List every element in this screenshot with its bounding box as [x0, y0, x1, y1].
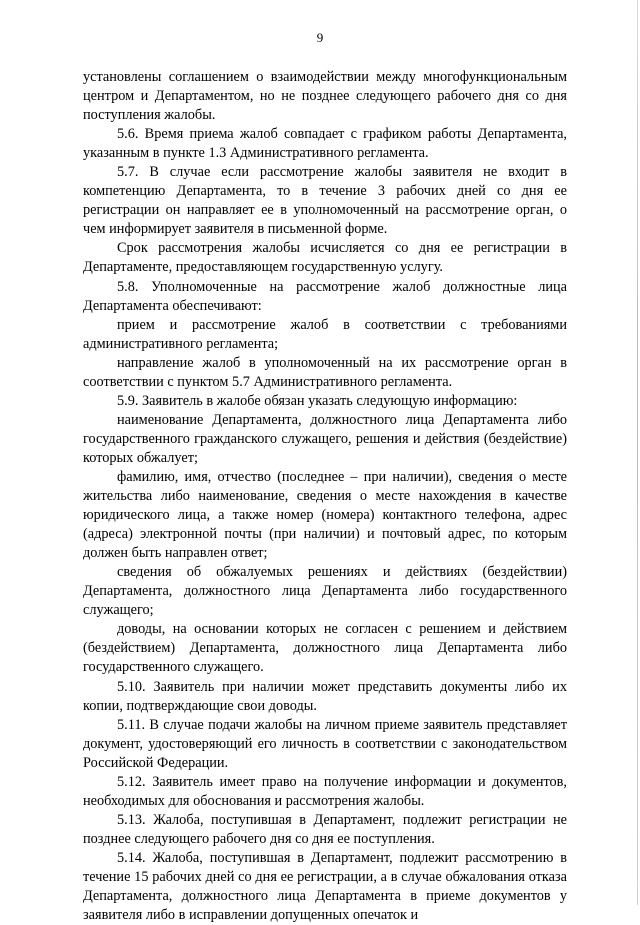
- paragraph-5-14: 5.14. Жалоба, поступившая в Департамент, подлежит рассмотрению в течение 15 рабочих дней со дня ее регистрации, а в случае обжалования отказа Департамента, должностного лица Департамента в приеме документов у заявителя либо в исправлении допущенных опечаток и: [83, 849, 567, 924]
- page-edge-shadow: [637, 0, 638, 905]
- paragraph-5-8-item-1: прием и рассмотрение жалоб в соответствии с требованиями административного регламента;: [83, 316, 567, 352]
- paragraph-5-8-item-2: направление жалоб в уполномоченный на их рассмотрение орган в соответствии с пунктом 5.7 Административного регламента.: [83, 354, 567, 390]
- paragraph-5-6: 5.6. Время приема жалоб совпадает с графиком работы Департамента, указанным в пункте 1.3 Административного регламента.: [83, 126, 567, 162]
- page-number: 9: [316, 30, 324, 45]
- paragraph-5-7: 5.7. В случае если рассмотрение жалобы заявителя не входит в компетенцию Департамента, то в течение 3 рабочих дней со дня ее регистрации он направляет ее в уполномоченный на рассмотрение орган, о чем информирует заявителя в письменной форме.: [83, 164, 567, 238]
- paragraph-5-9-item-3: сведения об обжалуемых решениях и действиях (бездействии) Департамента, должностного лица Департамента либо государственного служащего;: [83, 564, 567, 619]
- paragraph-review-term: Срок рассмотрения жалобы исчисляется со дня ее регистрации в Департаменте, предоставляющем государственную услугу.: [83, 240, 567, 276]
- paragraph-5-11: 5.11. В случае подачи жалобы на личном приеме заявитель представляет документ, удостоверяющий его личность в соответствии с законодательством Российской Федерации.: [83, 716, 567, 771]
- paragraph-5-10: 5.10. Заявитель при наличии может представить документы либо их копии, подтверждающие свои доводы.: [83, 678, 567, 714]
- paragraph-5-9-item-1: наименование Департамента, должностного лица Департамента либо государственного гражданского служащего, решения и действия (бездействие) которых обжалует;: [83, 411, 567, 466]
- paragraph-5-9-item-2: фамилию, имя, отчество (последнее – при наличии), сведения о месте жительства либо наименование, сведения о месте нахождения в качестве юридического лица, а также номер (номера) контактного телефона, адрес (адреса) электронной почты (при наличии) и почтовый адрес, по которым должен быть направлен ответ;: [83, 468, 567, 562]
- paragraph-5-12: 5.12. Заявитель имеет право на получение информации и документов, необходимых для обоснования и рассмотрения жалобы.: [83, 773, 567, 809]
- paragraph-5-8: 5.8. Уполномоченные на рассмотрение жалоб должностные лица Департамента обеспечивают:: [83, 278, 567, 314]
- paragraph-5-9-item-4: доводы, на основании которых не согласен с решением и действием (бездействием) Департамента, должностного лица Департамента либо государственного служащего.: [83, 621, 567, 676]
- paragraph-5-9: 5.9. Заявитель в жалобе обязан указать следующую информацию:: [117, 392, 518, 409]
- document-body: [83, 68, 567, 925]
- paragraph-continuation: установлены соглашением о взаимодействии между многофункциональным центром и Департаментом, но не позднее следующего рабочего дня со дня поступления жалобы.: [83, 69, 567, 124]
- paragraph-5-13: 5.13. Жалоба, поступившая в Департамент, подлежит регистрации не позднее следующего рабочего дня со дня ее поступления.: [83, 811, 567, 847]
